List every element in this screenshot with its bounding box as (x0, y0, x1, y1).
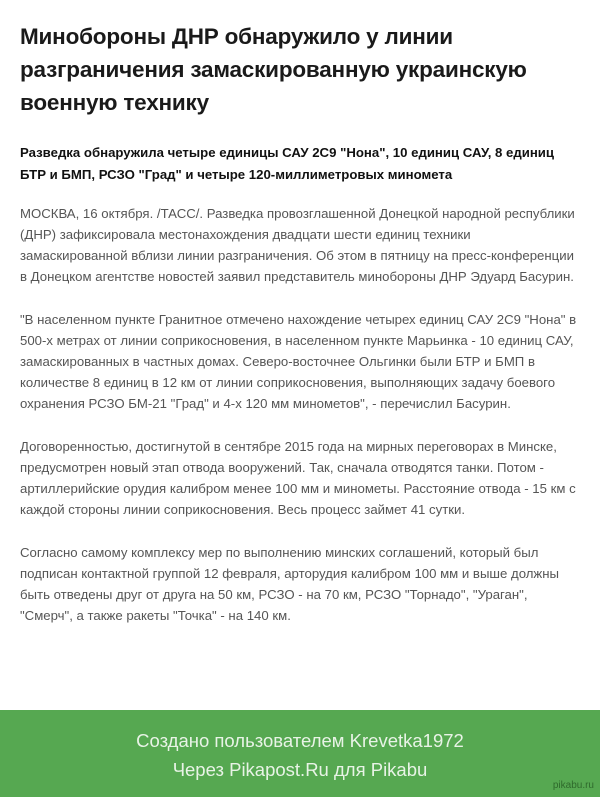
footer-banner (0, 710, 600, 797)
footer-author-credit: Создано пользователем Krevetka1972 (136, 730, 464, 751)
article-paragraph: МОСКВА, 16 октября. /ТАСС/. Разведка провозглашенной Донецкой народной республики (ДНР) зафиксировала местонахождения двадцати шести единиц техники замаскированной вблизи линии разграничения. Об этом в пятницу на пресс-конференции в Донецком агентстве новостей заявил представитель минобороны ДНР Эдуард Басурин. (20, 206, 575, 284)
article-lead: Разведка обнаружила четыре единицы САУ 2С9 "Нона", 10 единиц САУ, 8 единиц БТР и БМП, РСЗО "Град" и четыре 120-миллиметровых минометa (20, 145, 555, 182)
article-paragraph: "В населенном пункте Гранитное отмечено нахождение четырех единиц САУ 2С9 "Нона" в 500-х метрах от линии соприкосновения, в населенном пункте Марьинка - 10 единиц САУ, замаскированных в частных домах. Северо-восточнее Ольгинки были БТР и БМП в количестве 8 единиц в 12 км от линии соприкосновения, выполняющих задачу боевого охранения РСЗО БМ-21 "Град" и 4-х 120 мм минометов", - перечислил Басурин. (20, 312, 577, 411)
pikabu-watermark: pikabu.ru (552, 780, 594, 791)
article-body (20, 203, 580, 626)
footer-source-credit: Через Pikapost.Ru для Pikabu (172, 759, 428, 780)
article-paragraph: Согласно самому комплексу мер по выполнению минских соглашений, который был подписан контактной группой 12 февраля, арторудия калибром 100 мм и выше должны быть отведены друг от друга на 50 км, РСЗО - на 70 км, РСЗО "Торнадо", "Ураган", "Смерч", а также ракеты "Точка" - на 140 км. (20, 545, 560, 623)
article-title: Минобороны ДНР обнаружило у линии разграничения замаскированную украинскую военную технику (20, 24, 527, 115)
article-paragraph: Договоренностью, достигнутой в сентябре 2015 года на мирных переговорах в Минске, предусмотрен новый этап отвода вооружений. Так, сначала отводятся танки. Потом - артиллерийские орудия калибром менее 100 мм и минометы. Расстояние отвода - 15 км с каждой стороны линии соприкосновения. Весь процесс займет 41 сутки. (20, 439, 576, 517)
